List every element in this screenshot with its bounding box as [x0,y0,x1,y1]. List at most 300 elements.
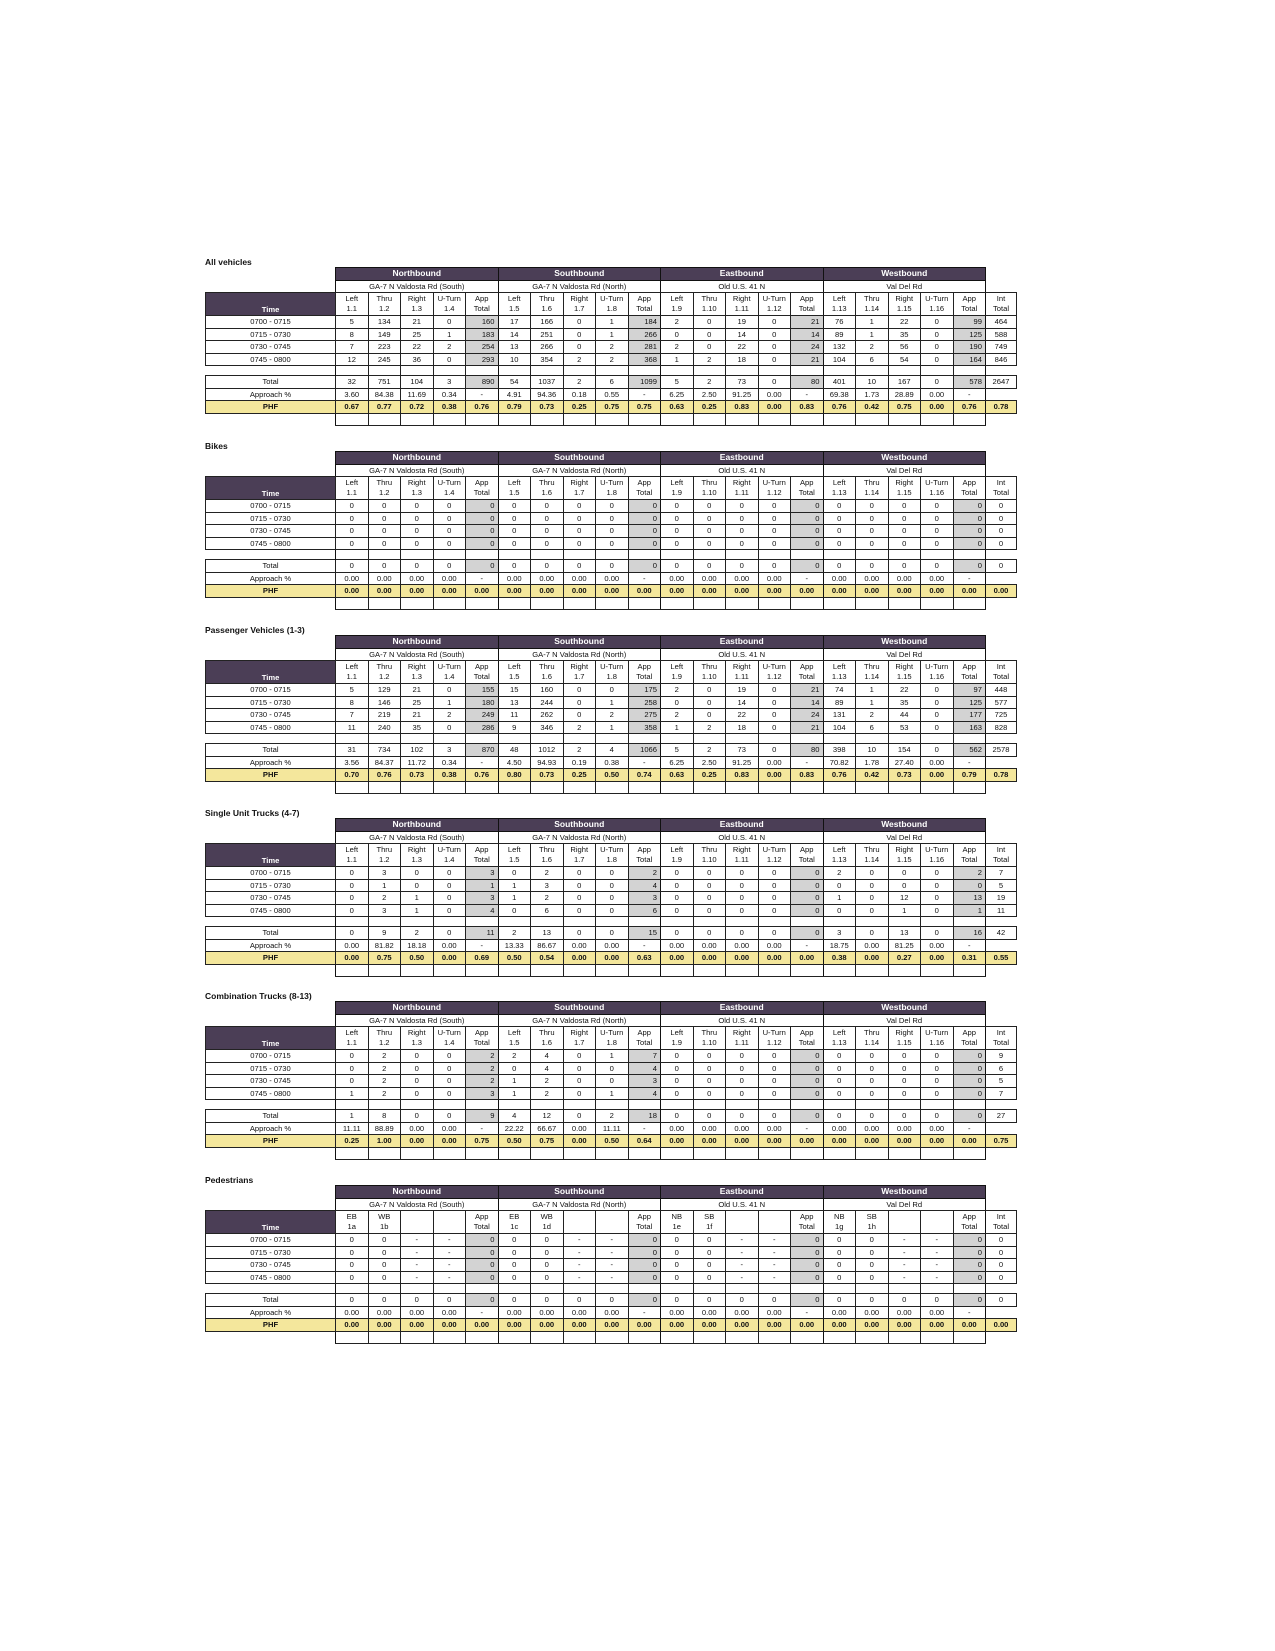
movement-header [693,1211,726,1234]
value-cell: 0 [888,1062,921,1075]
value-cell: 0 [693,927,726,940]
gap-cell [888,550,921,560]
int-label: Int [996,845,1006,854]
movement-name: Right [895,1028,914,1037]
approach-pct-label: Approach % [206,1306,336,1319]
table-row [206,525,1017,538]
value-cell: 0 [823,1087,856,1100]
value-cell: 588 [986,328,1017,341]
value-cell: 0 [921,721,954,734]
blank-cell [206,1198,336,1211]
road-name: Val Del Rd [823,464,986,477]
value-cell: - [466,939,499,952]
value-cell: 180 [466,696,499,709]
movement-code: 1.1 [346,1038,358,1047]
value-cell: 0 [628,1246,661,1259]
movement-header [888,661,921,684]
value-cell: 0 [921,1075,954,1088]
edge-cell [596,413,629,425]
approach-pct-label: Approach % [206,388,336,401]
movement-header [693,661,726,684]
movement-header [921,844,954,867]
gap-cell [466,366,499,376]
direction-header: Northbound [336,1186,499,1199]
phf-row [206,1319,1017,1332]
value-cell: 890 [466,376,499,389]
value-cell: 2 [596,341,629,354]
movement-name: App [962,1212,976,1221]
value-cell: 56 [888,341,921,354]
value-cell: 0 [888,537,921,550]
movement-name: Thru [538,294,555,303]
gap-cell [823,734,856,744]
value-cell: 0.00 [856,952,889,965]
movement-code: 1.11 [734,672,749,681]
movement-header [531,477,564,500]
movement-header [433,1027,466,1050]
edge-cell [856,1147,889,1159]
blank-cell [206,1002,336,1015]
value-cell: 0 [368,1259,401,1272]
value-cell: 0 [953,1294,986,1307]
value-cell: 2 [628,867,661,880]
value-cell: 0 [563,1050,596,1063]
value-cell: 0.74 [628,769,661,782]
value-cell: 0.76 [368,769,401,782]
value-cell: 0.38 [823,952,856,965]
value-cell: 2 [563,353,596,366]
value-cell: 6 [531,904,564,917]
value-cell: 0 [498,512,531,525]
movement-header [466,1211,499,1234]
value-cell: 1099 [628,376,661,389]
movement-code: Total [636,1038,653,1047]
value-cell: 21 [791,353,824,366]
gap-cell [693,550,726,560]
time-interval: 0715 - 0730 [206,1062,336,1075]
movement-code: Total [473,672,490,681]
table-row [206,316,1017,329]
movement-code: 1.8 [606,1038,618,1047]
value-cell: 18.18 [401,939,434,952]
gap-cell [563,1100,596,1110]
movement-header [336,293,369,316]
value-cell: 354 [531,353,564,366]
movement-name: EB [509,1212,520,1221]
value-cell: 0 [563,696,596,709]
value-cell: 1 [336,1110,369,1123]
gap-cell [856,1284,889,1294]
value-cell: 0.54 [531,952,564,965]
value-cell: 0 [401,525,434,538]
value-cell: 0 [856,867,889,880]
movement-name: U-Turn [437,845,461,854]
value-cell: 401 [823,376,856,389]
edge-cell [953,781,986,793]
value-cell: 24 [791,341,824,354]
movement-header [823,293,856,316]
value-cell: 0.70 [336,769,369,782]
value-cell: 0 [823,1050,856,1063]
value-cell: 2 [466,1075,499,1088]
value-cell: 0.00 [661,585,694,598]
value-cell: 0.42 [856,769,889,782]
value-cell: 0.00 [758,1306,791,1319]
value-cell: 0.00 [921,401,954,414]
value-cell: 0 [856,560,889,573]
value-cell: 154 [888,744,921,757]
movement-code: 1.5 [508,855,520,864]
value-cell: 2 [563,376,596,389]
value-cell: 2 [531,1087,564,1100]
edge-cell [953,1147,986,1159]
time-interval: 0745 - 0800 [206,1087,336,1100]
value-cell: 0.00 [758,756,791,769]
value-cell: 0.00 [466,1319,499,1332]
edge-cell [433,1147,466,1159]
value-cell: 0.00 [628,1319,661,1332]
value-cell: 0 [661,867,694,880]
value-cell: 0 [791,867,824,880]
value-cell: 0.75 [368,952,401,965]
value-cell: - [791,1306,824,1319]
edge-cell [498,1331,531,1343]
edge-cell [563,964,596,976]
movement-header [466,844,499,867]
value-cell: 2 [596,1110,629,1123]
value-cell: 0 [758,316,791,329]
int-total-header [986,1211,1017,1234]
value-cell: - [433,1271,466,1284]
value-cell: 15 [498,684,531,697]
movement-code: 1.14 [864,304,880,313]
value-cell: 0 [661,525,694,538]
edge-cell [336,1147,369,1159]
movement-header [661,844,694,867]
value-cell: 0 [758,1087,791,1100]
int-total-header [986,661,1017,684]
movement-code: 1.9 [671,304,683,313]
value-cell: 0 [336,1050,369,1063]
edge-cell [368,1331,401,1343]
road-name: GA-7 N Valdosta Rd (South) [336,648,499,661]
value-cell: 0 [661,1259,694,1272]
value-cell: 0 [823,1234,856,1247]
value-cell: 31 [336,744,369,757]
value-cell: 0 [563,525,596,538]
movement-header [498,844,531,867]
value-cell: 0.00 [953,1319,986,1332]
movement-name: Left [345,1028,359,1037]
value-cell: 3 [433,744,466,757]
edge-cell [791,413,824,425]
value-cell: 11.72 [401,756,434,769]
time-interval: 0730 - 0745 [206,709,336,722]
value-cell: 0.00 [888,1135,921,1148]
time-interval: 0730 - 0745 [206,892,336,905]
value-cell: 13 [531,927,564,940]
value-cell: 0 [531,1234,564,1247]
value-cell: 0.00 [433,1319,466,1332]
edge-cell [856,597,889,609]
movement-code: 1.9 [671,855,683,864]
value-cell: 0 [986,1271,1017,1284]
gap-cell [596,366,629,376]
value-cell: 0.00 [726,572,759,585]
movement-name: WB [378,1212,391,1221]
value-cell: - [433,1246,466,1259]
time-header: Time [206,1211,336,1234]
value-cell: 0 [888,1110,921,1123]
road-name: GA-7 N Valdosta Rd (South) [336,1014,499,1027]
movement-header [401,661,434,684]
movement-name: Left [832,1028,846,1037]
value-cell: 0.83 [791,401,824,414]
value-cell: 0 [661,892,694,905]
value-cell: 0.00 [336,1306,369,1319]
value-cell: - [628,572,661,585]
movement-name: U-Turn [437,662,461,671]
value-cell: 5 [336,316,369,329]
value-cell: 0 [921,927,954,940]
movement-name: Right [895,478,914,487]
gap-cell [368,1284,401,1294]
value-cell: 0 [856,1246,889,1259]
value-cell: 0 [888,1087,921,1100]
value-cell: 2 [693,353,726,366]
movement-name: Left [345,478,359,487]
value-cell: 0.00 [921,769,954,782]
value-cell: 0 [888,512,921,525]
value-cell: 0 [823,1062,856,1075]
value-cell: 175 [628,684,661,697]
value-cell: 0.34 [433,388,466,401]
value-cell [986,572,1017,585]
value-cell: 0 [888,879,921,892]
movement-code: 1.10 [701,304,717,313]
value-cell: 0.25 [336,1135,369,1148]
value-cell: 828 [986,721,1017,734]
value-cell [986,756,1017,769]
value-cell: 0.00 [401,585,434,598]
movement-name: EB [346,1212,357,1221]
value-cell: 0 [921,316,954,329]
movement-name: App [799,845,814,854]
value-cell: 163 [953,721,986,734]
value-cell: 0 [758,721,791,734]
gap-cell [466,550,499,560]
value-cell: 0.00 [498,1319,531,1332]
blank-cell [986,648,1017,661]
road-name: Val Del Rd [823,648,986,661]
edge-cell [401,781,434,793]
movement-name: Thru [538,845,555,854]
movement-name: Thru [863,662,880,671]
value-cell: 0.00 [498,585,531,598]
value-cell: 0 [856,1271,889,1284]
total-label: Total [992,672,1010,681]
value-cell: 0.00 [596,585,629,598]
value-cell: 0 [433,316,466,329]
movement-name: Thru [538,662,555,671]
direction-header: Northbound [336,819,499,832]
movement-name: U-Turn [762,662,786,671]
value-cell: 0 [758,537,791,550]
movement-code: 1.1 [346,488,358,497]
movement-header [401,844,434,867]
movement-name: U-Turn [600,845,624,854]
value-cell: - [596,1246,629,1259]
value-cell: 0.78 [986,401,1017,414]
value-cell: 4 [531,1062,564,1075]
value-cell: 0 [921,879,954,892]
edge-cell [563,781,596,793]
value-cell: 6 [628,904,661,917]
value-cell: 0.00 [563,952,596,965]
value-cell: 2 [466,1050,499,1063]
value-cell: 266 [531,341,564,354]
value-cell: 0 [368,1271,401,1284]
value-cell: 1 [433,328,466,341]
value-cell: 0.63 [661,401,694,414]
movement-name: U-Turn [925,845,949,854]
value-cell: 0.00 [758,769,791,782]
table-row [206,709,1017,722]
movement-code: 1.6 [541,304,553,313]
total-label: Total [206,560,336,573]
movement-header [791,1027,824,1050]
direction-header: Southbound [498,268,661,281]
value-cell: 0 [953,560,986,573]
movement-header [628,844,661,867]
value-cell: 0.00 [921,1122,954,1135]
value-cell: 125 [953,696,986,709]
value-cell: - [401,1234,434,1247]
value-cell: 0.00 [336,572,369,585]
movement-code: 1.12 [766,855,782,864]
movement-name: App [962,1028,976,1037]
value-cell: 0.79 [498,401,531,414]
value-cell: 0.00 [823,585,856,598]
value-cell: 73 [726,376,759,389]
value-cell: 0 [498,904,531,917]
value-cell: 0.00 [823,1135,856,1148]
value-cell: 0.50 [596,1135,629,1148]
value-cell: 2 [531,892,564,905]
value-cell: 0.76 [466,401,499,414]
value-cell: 146 [368,696,401,709]
value-cell: 0 [953,500,986,513]
gap-cell [531,550,564,560]
value-cell: 0 [531,1294,564,1307]
edge-cell [368,413,401,425]
value-cell: 0 [433,904,466,917]
value-cell: 0 [726,1087,759,1100]
value-cell: 0 [791,525,824,538]
value-cell: 0 [498,1246,531,1259]
edge-cell [726,413,759,425]
value-cell: 0 [401,537,434,550]
movement-header [921,661,954,684]
road-name: GA-7 N Valdosta Rd (South) [336,464,499,477]
value-cell: 183 [466,328,499,341]
value-cell: 6.25 [661,756,694,769]
value-cell: 0.55 [596,388,629,401]
edge-cell [856,413,889,425]
value-cell: 1066 [628,744,661,757]
value-cell: 70.82 [823,756,856,769]
gap-cell [726,734,759,744]
gap-cell [823,366,856,376]
table-row [206,1271,1017,1284]
value-cell: 0 [563,500,596,513]
value-cell: 0 [401,500,434,513]
value-cell: 0.00 [596,1319,629,1332]
blank-cell [206,413,336,425]
gap-cell [791,1100,824,1110]
movement-code: 1.7 [573,304,585,313]
gap-cell [661,366,694,376]
edge-cell [466,413,499,425]
value-cell: 0 [921,744,954,757]
value-cell: 0.00 [693,1319,726,1332]
blank-cell [986,268,1017,281]
movement-header [466,1027,499,1050]
movement-code: 1.10 [701,855,717,864]
value-cell: - [628,1306,661,1319]
gap-cell [921,917,954,927]
value-cell: 0 [563,709,596,722]
value-cell: 99 [953,316,986,329]
value-cell: 0.00 [888,1122,921,1135]
value-cell: 11 [986,904,1017,917]
value-cell: 0 [758,879,791,892]
total-label: Total [206,927,336,940]
gap-cell [498,1100,531,1110]
value-cell: 0.00 [726,952,759,965]
gap-cell [401,550,434,560]
value-cell: - [466,1122,499,1135]
value-cell: 0 [921,892,954,905]
value-cell: 1 [336,1087,369,1100]
value-cell: - [921,1234,954,1247]
gap-cell [531,917,564,927]
gap-cell [498,917,531,927]
movement-header [401,1211,434,1234]
value-cell: 12 [531,1110,564,1123]
edge-cell [531,597,564,609]
movement-code: Total [961,488,978,497]
edge-cell [563,597,596,609]
value-cell: 104 [823,721,856,734]
movement-code: Total [961,1222,978,1231]
movement-header [336,1211,369,1234]
value-cell: 35 [888,328,921,341]
gap-cell [596,917,629,927]
blank-cell [986,597,1017,609]
table-row [206,721,1017,734]
movement-header [563,844,596,867]
value-cell: 11.69 [401,388,434,401]
value-cell: 286 [466,721,499,734]
movement-code: 1.15 [896,488,912,497]
gap-cell [368,734,401,744]
edge-cell [531,964,564,976]
movement-header [498,1211,531,1234]
value-cell: 5 [661,376,694,389]
movement-header [856,844,889,867]
value-cell: 0 [693,1259,726,1272]
